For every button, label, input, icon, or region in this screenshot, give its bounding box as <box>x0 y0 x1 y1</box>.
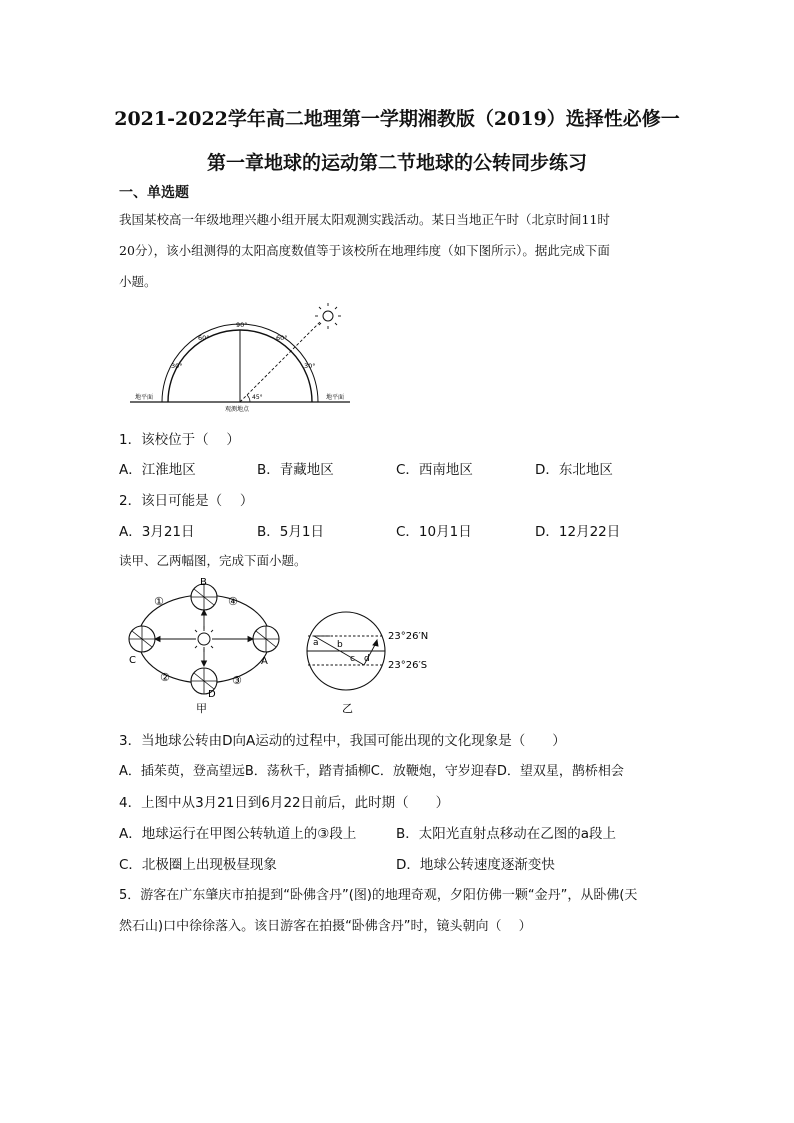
label-c: c <box>350 654 355 664</box>
q1-stem: 1．该校位于（ ） <box>119 432 240 448</box>
intro-line1: 我国某校高一年级地理兴趣小组开展太阳观测实践活动。某日当地正午时（北京时间11时 <box>119 212 610 227</box>
segment-1-label: ① <box>154 595 164 608</box>
angle-30-left-label: 30° <box>171 362 183 370</box>
label-b: b <box>337 640 343 650</box>
intro-line2: 20分），该小组测得的太阳高度数值等于该校所在地理纬度（如下图所示）。据此完成下面 <box>119 243 610 258</box>
angle-60-right-label: 60° <box>276 334 288 342</box>
q4-option-c[interactable]: C．北极圈上出现极昼现象 <box>119 857 277 873</box>
document-title-line2: 第一章地球的运动第二节地球的公转同步练习 <box>206 152 587 174</box>
document-title-line1: 2021-2022学年高二地理第一学期湘教版（2019）选择性必修一 <box>114 108 680 130</box>
q3-stem: 3．当地球公转由D向A运动的过程中，我国可能出现的文化现象是（ ） <box>119 733 566 749</box>
q1-option-d[interactable]: D．东北地区 <box>535 462 613 478</box>
q2-option-b[interactable]: B．5月1日 <box>257 524 324 540</box>
q4-stem: 4．上图中从3月21日到6月22日前后，此时期（ ） <box>119 795 450 811</box>
q2-option-c[interactable]: C．10月1日 <box>396 524 472 540</box>
right-horizon-label: 地平面 <box>326 394 345 401</box>
q5-line1: 5．游客在广东肇庆市拍提到“卧佛含丹”(图)的地理奇观，夕阳仿佛一颗“金丹”，从卧佛(天 <box>119 888 638 903</box>
label-d: d <box>364 654 370 664</box>
label-B: B <box>200 577 207 588</box>
earth-A-icon <box>253 626 279 652</box>
label-A: A <box>261 656 268 667</box>
caption-jia: 甲 <box>196 702 207 715</box>
angle-30-right-label: 30° <box>304 362 316 370</box>
lat-north-label: 23°26′N <box>388 631 429 642</box>
q2-option-a[interactable]: A．3月21日 <box>119 524 195 540</box>
angle-45-label: 45° <box>252 394 263 401</box>
q1-option-a[interactable]: A．江淮地区 <box>119 462 196 478</box>
label-C: C <box>129 655 136 666</box>
q1-option-c[interactable]: C．西南地区 <box>396 462 473 478</box>
q4-option-b[interactable]: B．太阳光直射点移动在乙图的a段上 <box>396 826 617 842</box>
q1-option-b[interactable]: B．青藏地区 <box>257 462 334 478</box>
q3-options[interactable]: A．插茱萸，登高望远B．荡秋千，踏青插柳C．放鞭炮，守岁迎春D．望双星，鹊桥相会 <box>119 764 624 779</box>
q4-option-a[interactable]: A．地球运行在甲图公转轨道上的③段上 <box>119 826 357 842</box>
segment-2-label: ② <box>160 671 170 684</box>
angle-90-label: 90° <box>236 321 248 329</box>
intro-line3: 小题。 <box>119 274 157 289</box>
q2-option-d[interactable]: D．12月22日 <box>535 524 621 540</box>
orbit-diagram-jia <box>118 575 293 715</box>
read-instruction: 读甲、乙两幅图，完成下面小题。 <box>119 553 307 568</box>
direct-point-diagram-yi <box>300 598 470 716</box>
label-D: D <box>208 689 216 700</box>
caption-yi: 乙 <box>342 702 353 715</box>
sun-icon <box>315 303 341 329</box>
angle-60-left-label: 60° <box>198 334 210 342</box>
angle-arc <box>247 395 250 402</box>
section-heading: 一、单选题 <box>119 185 189 201</box>
lat-south-label: 23°26′S <box>388 660 428 671</box>
observe-point-label: 观测地点 <box>225 406 250 413</box>
q4-option-d[interactable]: D．地球公转速度逐渐变快 <box>396 857 555 873</box>
label-a: a <box>313 638 319 648</box>
segment-4-label: ④ <box>228 595 238 608</box>
left-horizon-label: 地平面 <box>135 394 154 401</box>
sun-earth-arrows <box>155 610 253 666</box>
solar-altitude-diagram <box>128 300 368 415</box>
segment-3-label: ③ <box>232 674 242 687</box>
q5-line2: 然石山)口中徐徐落入。该日游客在拍摄“卧佛含丹”时，镜头朝向（ ） <box>119 919 532 934</box>
q2-stem: 2．该日可能是（ ） <box>119 493 254 509</box>
earth-C-icon <box>129 626 155 652</box>
